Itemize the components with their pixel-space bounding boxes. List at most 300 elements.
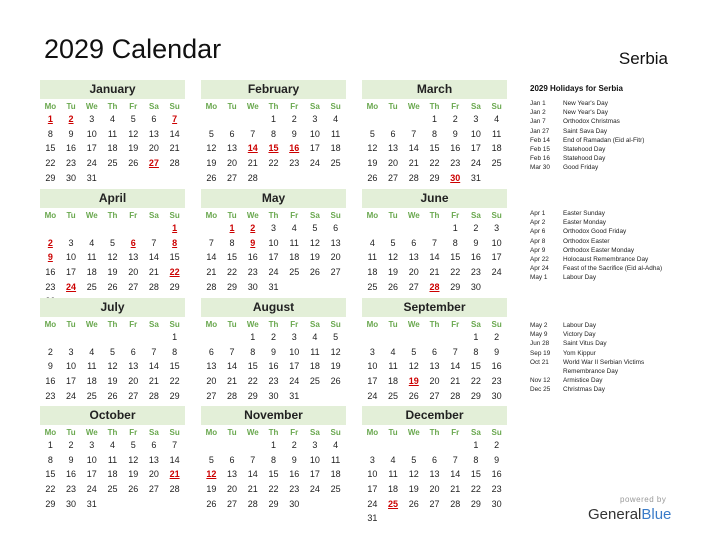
day-cell: 18 xyxy=(330,469,341,480)
day-cell: 22 xyxy=(45,484,56,495)
holiday-name: New Year's Day xyxy=(563,109,608,117)
empty-cell xyxy=(424,438,445,453)
weekday-label: Th xyxy=(107,428,118,437)
day-cell: 21 xyxy=(148,376,159,387)
day-cell: 22 xyxy=(470,484,481,495)
day-cell: 24 xyxy=(268,267,279,278)
holiday-row xyxy=(530,117,710,126)
weekday-label: Mo xyxy=(205,102,218,111)
day-cell: 9 xyxy=(291,128,297,139)
day-cell: 26 xyxy=(107,281,118,292)
day-grid xyxy=(40,330,185,418)
day-cell: 19 xyxy=(107,267,118,278)
day-cell: 2 xyxy=(270,332,276,342)
day-cell: 17 xyxy=(309,143,320,154)
day-cell: 5 xyxy=(109,346,115,357)
holiday-row xyxy=(530,108,710,117)
day-cell: 4 xyxy=(109,440,115,450)
weekday-row xyxy=(201,210,346,221)
day-cell: 25 xyxy=(491,158,502,169)
empty-cell xyxy=(403,112,424,127)
day-cell: 26 xyxy=(408,498,419,509)
empty-cell xyxy=(362,330,383,345)
holiday-name: Saint Sava Day xyxy=(563,127,608,135)
weekday-row xyxy=(362,427,507,438)
day-cell: 22 xyxy=(45,158,56,169)
holiday-date: Jan 27 xyxy=(530,127,550,135)
day-cell: 2 xyxy=(494,332,500,342)
day-cell: 11 xyxy=(87,252,97,263)
holiday-name: Christmas Day xyxy=(563,386,605,394)
day-cell: 3 xyxy=(68,237,74,248)
day-cell: 11 xyxy=(107,128,118,139)
holiday-name: End of Ramadan (Eid al-Fitr) xyxy=(563,136,645,144)
day-grid xyxy=(362,330,507,403)
day-cell: 11 xyxy=(310,346,320,357)
holiday-date: Apr 9 xyxy=(530,246,546,254)
empty-cell xyxy=(222,330,243,345)
holiday-date: May 2 xyxy=(530,322,548,329)
day-cell: 15 xyxy=(268,469,279,480)
holiday-day-cell: 25 xyxy=(388,498,399,509)
day-cell: 8 xyxy=(452,237,458,248)
weekday-label: Sa xyxy=(149,102,159,111)
day-cell: 16 xyxy=(491,469,502,480)
day-cell: 10 xyxy=(491,237,502,248)
holiday-row xyxy=(530,227,710,236)
day-cell: 26 xyxy=(107,390,118,401)
day-cell: 18 xyxy=(289,252,300,263)
day-cell: 8 xyxy=(229,237,235,248)
day-cell: 10 xyxy=(470,128,481,139)
day-cell: 1 xyxy=(473,332,479,342)
weekday-label: We xyxy=(407,428,420,437)
brand-blue: Blue xyxy=(641,506,672,523)
weekday-label: Su xyxy=(491,102,502,111)
day-cell: 20 xyxy=(408,267,419,278)
holiday-day-cell: 15 xyxy=(268,143,279,154)
empty-cell xyxy=(201,330,222,345)
weekday-label: Th xyxy=(429,428,440,437)
day-cell: 7 xyxy=(151,237,157,248)
day-cell: 13 xyxy=(206,361,217,372)
day-cell: 6 xyxy=(229,454,235,465)
day-cell: 13 xyxy=(148,128,159,139)
month-may xyxy=(201,189,346,294)
day-cell: 2 xyxy=(452,114,458,124)
empty-cell xyxy=(81,221,102,236)
day-cell: 14 xyxy=(247,469,258,480)
weekday-label: Sa xyxy=(471,211,481,220)
weekday-row xyxy=(201,427,346,438)
day-cell: 17 xyxy=(309,469,320,480)
weekday-label: Fr xyxy=(129,211,138,220)
weekday-label: Sa xyxy=(310,211,320,220)
day-cell: 25 xyxy=(107,158,118,169)
day-cell: 15 xyxy=(45,469,56,480)
weekday-label: Fr xyxy=(451,428,460,437)
month-header: March xyxy=(362,80,507,99)
holiday-list-q2 xyxy=(530,209,710,283)
day-cell: 17 xyxy=(86,143,97,154)
weekday-label: Su xyxy=(491,211,502,220)
holiday-name: Orthodox Good Friday xyxy=(563,228,627,236)
day-cell: 15 xyxy=(470,469,481,480)
day-cell: 7 xyxy=(229,346,235,357)
weekday-label: Fr xyxy=(129,320,138,329)
day-cell: 9 xyxy=(452,128,458,139)
weekday-row xyxy=(201,101,346,112)
day-cell: 13 xyxy=(408,252,419,263)
holiday-row xyxy=(530,339,710,348)
weekday-label: Th xyxy=(107,320,118,329)
weekday-label: Su xyxy=(491,428,502,437)
day-cell: 31 xyxy=(268,281,279,292)
day-cell: 7 xyxy=(452,346,458,357)
day-cell: 7 xyxy=(250,454,256,465)
day-cell: 24 xyxy=(309,484,320,495)
month-header: February xyxy=(201,80,346,99)
day-cell: 13 xyxy=(429,361,440,372)
day-cell: 23 xyxy=(45,281,56,292)
empty-cell xyxy=(362,438,383,453)
day-cell: 14 xyxy=(169,454,180,465)
day-cell: 12 xyxy=(408,361,419,372)
day-cell: 26 xyxy=(388,281,399,292)
weekday-label: Th xyxy=(429,102,440,111)
day-cell: 9 xyxy=(494,454,500,465)
day-cell: 26 xyxy=(206,172,217,183)
day-cell: 30 xyxy=(491,390,502,401)
day-cell: 5 xyxy=(312,223,318,233)
day-cell: 14 xyxy=(148,361,159,372)
holiday-name: Statehood Day xyxy=(563,155,606,163)
day-cell: 29 xyxy=(45,498,56,509)
weekday-label: Th xyxy=(429,320,440,329)
month-october xyxy=(40,406,185,511)
day-grid xyxy=(40,221,185,309)
weekday-label: Mo xyxy=(44,320,57,329)
day-cell: 17 xyxy=(268,252,279,263)
day-cell: 31 xyxy=(86,172,97,183)
day-cell: 15 xyxy=(247,361,258,372)
day-cell: 9 xyxy=(68,128,74,139)
day-cell: 21 xyxy=(247,158,258,169)
day-cell: 25 xyxy=(86,281,97,292)
day-cell: 7 xyxy=(431,237,437,248)
weekday-label: Tu xyxy=(388,102,398,111)
month-february xyxy=(201,80,346,185)
day-cell: 22 xyxy=(227,267,238,278)
brand-logo[interactable] xyxy=(588,506,671,523)
day-grid xyxy=(201,112,346,185)
day-cell: 30 xyxy=(289,498,300,509)
weekday-label: Sa xyxy=(149,428,159,437)
day-cell: 18 xyxy=(330,143,341,154)
empty-cell xyxy=(242,112,263,127)
day-cell: 4 xyxy=(369,237,375,248)
day-cell: 3 xyxy=(494,223,500,233)
empty-cell xyxy=(144,330,165,345)
holiday-row xyxy=(530,376,710,385)
day-cell: 1 xyxy=(473,440,479,450)
day-cell: 20 xyxy=(128,376,139,387)
weekday-row xyxy=(40,319,185,330)
empty-cell xyxy=(424,221,445,236)
weekday-label: Su xyxy=(169,211,180,220)
day-cell: 25 xyxy=(367,281,378,292)
day-cell: 3 xyxy=(89,114,95,124)
empty-cell xyxy=(201,438,222,453)
holiday-date: Apr 22 xyxy=(530,256,549,264)
day-grid xyxy=(201,438,346,511)
holiday-row xyxy=(530,218,710,227)
month-header: September xyxy=(362,298,507,317)
weekday-label: Mo xyxy=(205,428,218,437)
day-cell: 17 xyxy=(491,252,502,263)
holiday-name: Labour Day xyxy=(563,274,597,282)
month-march xyxy=(362,80,507,185)
day-cell: 22 xyxy=(470,376,481,387)
day-cell: 24 xyxy=(470,158,481,169)
day-cell: 29 xyxy=(470,498,481,509)
day-grid xyxy=(201,221,346,294)
holiday-name: New Year's Day xyxy=(563,100,608,107)
holiday-day-cell: 1 xyxy=(47,114,53,124)
holiday-day-cell: 19 xyxy=(408,376,419,387)
day-cell: 26 xyxy=(330,376,341,387)
weekday-label: Fr xyxy=(290,428,299,437)
day-cell: 13 xyxy=(148,454,159,465)
day-cell: 21 xyxy=(450,376,461,387)
day-cell: 8 xyxy=(270,454,276,465)
day-cell: 12 xyxy=(206,143,217,154)
weekday-label: Mo xyxy=(44,211,57,220)
weekday-label: We xyxy=(246,428,259,437)
holiday-row xyxy=(530,349,710,358)
weekday-label: Sa xyxy=(310,320,320,329)
day-cell: 3 xyxy=(312,440,318,450)
holiday-row xyxy=(530,321,710,330)
day-cell: 12 xyxy=(388,252,399,263)
holiday-row xyxy=(530,154,710,163)
day-cell: 10 xyxy=(268,237,279,248)
day-cell: 8 xyxy=(172,346,178,357)
weekday-label: Sa xyxy=(471,102,481,111)
day-cell: 9 xyxy=(47,361,53,372)
day-cell: 9 xyxy=(68,454,74,465)
day-cell: 22 xyxy=(268,484,279,495)
day-cell: 15 xyxy=(169,361,180,372)
day-cell: 9 xyxy=(473,237,479,248)
holiday-date: Apr 1 xyxy=(530,210,546,217)
day-cell: 26 xyxy=(408,390,419,401)
day-cell: 11 xyxy=(388,361,398,372)
holiday-date: Jan 7 xyxy=(530,118,546,126)
holiday-name: Statehood Day xyxy=(563,146,606,154)
holiday-row xyxy=(530,330,710,339)
day-cell: 10 xyxy=(86,454,97,465)
day-cell: 13 xyxy=(330,237,341,248)
day-cell: 13 xyxy=(429,469,440,480)
holiday-day-cell: 1 xyxy=(229,223,235,233)
day-cell: 29 xyxy=(45,172,56,183)
holiday-row xyxy=(530,209,710,218)
day-cell: 24 xyxy=(491,267,502,278)
holiday-date: Feb 15 xyxy=(530,146,550,154)
day-cell: 6 xyxy=(151,114,157,124)
day-cell: 15 xyxy=(227,252,238,263)
weekday-label: Th xyxy=(107,102,118,111)
holiday-name: Orthodox Easter xyxy=(563,237,610,245)
day-cell: 25 xyxy=(388,390,399,401)
month-january xyxy=(40,80,185,185)
day-cell: 7 xyxy=(411,128,417,139)
day-grid xyxy=(362,221,507,294)
empty-cell xyxy=(102,221,123,236)
weekday-row xyxy=(40,210,185,221)
month-july xyxy=(40,298,185,418)
holiday-row xyxy=(530,99,710,108)
weekday-label: Th xyxy=(268,320,279,329)
day-cell: 27 xyxy=(408,281,419,292)
holiday-date xyxy=(530,367,563,376)
day-cell: 18 xyxy=(107,143,118,154)
day-cell: 19 xyxy=(309,252,320,263)
day-cell: 20 xyxy=(128,267,139,278)
day-cell: 10 xyxy=(367,469,378,480)
holiday-name: Feast of the Sacrifice (Eid al-Adha) xyxy=(563,265,663,273)
holiday-row xyxy=(530,127,710,136)
holiday-row xyxy=(530,255,710,264)
day-cell: 22 xyxy=(247,376,258,387)
day-cell: 26 xyxy=(309,267,320,278)
day-cell: 28 xyxy=(450,390,461,401)
holiday-name: Victory Day xyxy=(563,331,596,339)
day-cell: 23 xyxy=(66,484,77,495)
weekday-label: Tu xyxy=(227,211,237,220)
holiday-name: Orthodox Christmas xyxy=(563,118,620,126)
day-cell: 7 xyxy=(172,440,178,450)
day-cell: 7 xyxy=(452,454,458,465)
day-cell: 27 xyxy=(388,172,399,183)
day-grid xyxy=(40,438,185,511)
day-cell: 4 xyxy=(494,114,500,124)
month-header: July xyxy=(40,298,185,317)
day-cell: 23 xyxy=(470,267,481,278)
day-cell: 6 xyxy=(229,128,235,139)
holiday-date: Jan 2 xyxy=(530,109,546,117)
empty-cell xyxy=(222,112,243,127)
weekday-label: Th xyxy=(107,211,118,220)
holiday-row xyxy=(530,358,710,367)
day-cell: 7 xyxy=(250,128,256,139)
holiday-list-q1 xyxy=(530,99,710,173)
day-cell: 23 xyxy=(247,267,258,278)
day-cell: 31 xyxy=(470,172,481,183)
day-cell: 14 xyxy=(450,361,461,372)
day-cell: 11 xyxy=(289,237,299,248)
weekday-label: We xyxy=(85,102,98,111)
day-cell: 19 xyxy=(107,376,118,387)
weekday-row xyxy=(40,427,185,438)
day-cell: 28 xyxy=(169,158,180,169)
day-cell: 22 xyxy=(169,376,180,387)
day-cell: 14 xyxy=(148,252,159,263)
day-cell: 30 xyxy=(66,172,77,183)
day-cell: 4 xyxy=(109,114,115,124)
day-cell: 24 xyxy=(367,498,378,509)
day-cell: 1 xyxy=(270,440,276,450)
day-grid xyxy=(362,438,507,526)
day-cell: 8 xyxy=(473,346,479,357)
day-cell: 29 xyxy=(429,172,440,183)
day-cell: 6 xyxy=(151,440,157,450)
day-cell: 20 xyxy=(330,252,341,263)
holiday-name: Saint Vitus Day xyxy=(563,340,607,348)
holiday-date: Mar 30 xyxy=(530,164,550,172)
weekday-label: Fr xyxy=(290,102,299,111)
day-cell: 23 xyxy=(45,390,56,401)
day-cell: 30 xyxy=(470,281,481,292)
weekday-label: Tu xyxy=(66,211,76,220)
holiday-date: Jan 1 xyxy=(530,100,546,107)
weekday-label: Fr xyxy=(451,102,460,111)
holiday-name: Easter Sunday xyxy=(563,210,605,217)
day-cell: 20 xyxy=(388,158,399,169)
weekday-row xyxy=(40,101,185,112)
holiday-row xyxy=(530,273,710,282)
day-cell: 14 xyxy=(408,143,419,154)
weekday-label: Sa xyxy=(310,428,320,437)
day-grid xyxy=(201,330,346,403)
day-cell: 7 xyxy=(151,346,157,357)
day-cell: 19 xyxy=(128,143,139,154)
day-cell: 10 xyxy=(309,454,320,465)
day-cell: 22 xyxy=(429,158,440,169)
day-cell: 27 xyxy=(429,498,440,509)
country-name: Serbia xyxy=(618,49,668,68)
day-cell: 20 xyxy=(148,469,159,480)
month-june xyxy=(362,189,507,294)
day-cell: 8 xyxy=(47,128,53,139)
day-cell: 26 xyxy=(128,158,139,169)
holiday-date: Apr 6 xyxy=(530,228,546,236)
day-cell: 7 xyxy=(208,237,214,248)
weekday-label: Th xyxy=(268,211,279,220)
day-cell: 19 xyxy=(206,158,217,169)
day-cell: 11 xyxy=(367,252,378,263)
holiday-day-cell: 27 xyxy=(148,158,159,169)
weekday-label: Mo xyxy=(366,428,379,437)
day-cell: 10 xyxy=(86,128,97,139)
day-cell: 24 xyxy=(86,484,97,495)
day-cell: 10 xyxy=(289,346,300,357)
day-cell: 8 xyxy=(270,128,276,139)
weekday-label: Fr xyxy=(451,320,460,329)
holiday-date: May 9 xyxy=(530,331,548,339)
weekday-label: Sa xyxy=(471,320,481,329)
empty-cell xyxy=(383,221,404,236)
weekday-label: Su xyxy=(169,102,180,111)
day-cell: 4 xyxy=(89,237,95,248)
day-cell: 24 xyxy=(367,390,378,401)
day-cell: 18 xyxy=(491,143,502,154)
weekday-label: Sa xyxy=(149,320,159,329)
day-cell: 19 xyxy=(128,469,139,480)
day-cell: 23 xyxy=(268,376,279,387)
month-december xyxy=(362,406,507,526)
